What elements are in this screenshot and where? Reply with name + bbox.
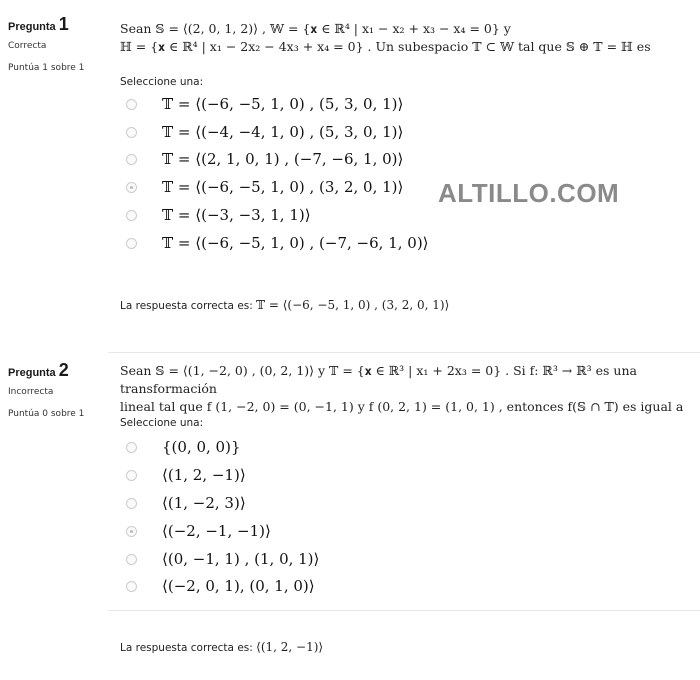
question-1-option-6[interactable]: [126, 231, 429, 255]
radio-button[interactable]: [126, 154, 137, 165]
question-1-text-line2: ℍ = {𝐱 ∈ ℝ⁴ | x₁ − 2x₂ − 4x₃ + x₄ = 0} . Un subespacio 𝕋 ⊂ 𝕎 tal que 𝕊 ⊕ 𝕋 = ℍ es: [120, 39, 651, 54]
question-2-option-6[interactable]: [126, 574, 315, 598]
question-1-option-4[interactable]: [126, 175, 403, 199]
radio-button[interactable]: [126, 210, 137, 221]
divider: [108, 610, 700, 611]
question-1-prompt: Seleccione una:: [120, 76, 204, 88]
question-2-score: Puntúa 0 sobre 1: [8, 409, 85, 419]
question-2-correct-answer: [120, 640, 323, 654]
radio-button[interactable]: [126, 442, 137, 453]
question-2-prompt: Seleccione una:: [120, 417, 204, 429]
radio-button[interactable]: [126, 99, 137, 110]
answer-prefix: La respuesta correcta es:: [120, 300, 253, 312]
option-label: 𝕋 = ⟨(−6, −5, 1, 0) , (5, 3, 0, 1)⟩: [162, 95, 404, 113]
question-2-text-line2: lineal tal que f (1, −2, 0) = (0, −1, 1) y f (0, 2, 1) = (1, 0, 1) , entonces f(𝕊 ∩ 𝕋) es igual a: [120, 399, 684, 414]
radio-button[interactable]: [126, 238, 137, 249]
question-1-option-3[interactable]: [126, 147, 403, 171]
option-label: 𝕋 = ⟨(2, 1, 0, 1) , (−7, −6, 1, 0)⟩: [162, 150, 404, 168]
question-2-info: [8, 360, 108, 419]
option-label: ⟨(1, 2, −1)⟩: [162, 466, 246, 484]
question-label: Pregunta: [8, 367, 56, 379]
radio-button[interactable]: [126, 498, 137, 509]
question-2-text: [120, 362, 700, 416]
question-2-option-3[interactable]: [126, 491, 246, 515]
question-1-text-line1: Sean 𝕊 = ⟨(2, 0, 1, 2)⟩ , 𝕎 = {𝐱 ∈ ℝ⁴ | x₁ − x₂ + x₃ − x₄ = 0} y: [120, 21, 511, 36]
answer-prefix: La respuesta correcta es:: [120, 642, 253, 654]
option-label: 𝕋 = ⟨(−4, −4, 1, 0) , (5, 3, 0, 1)⟩: [162, 123, 404, 141]
question-1-score: Puntúa 1 sobre 1: [8, 63, 85, 73]
question-2-option-1[interactable]: [126, 435, 241, 459]
question-1-correct-answer: [120, 298, 449, 312]
question-1-number: [8, 14, 108, 35]
radio-button-selected[interactable]: [126, 182, 137, 193]
option-label: ⟨(−2, −1, −1)⟩: [162, 522, 271, 540]
question-2-option-4[interactable]: [126, 519, 271, 543]
question-2-status: Incorrecta: [8, 387, 54, 397]
question-1-status: Correcta: [8, 41, 47, 51]
question-number: 1: [58, 14, 69, 34]
question-1-info: [8, 14, 108, 73]
answer-value: 𝕋 = ⟨(−6, −5, 1, 0) , (3, 2, 0, 1)⟩: [256, 298, 450, 312]
question-2-text-line1: Sean 𝕊 = ⟨(1, −2, 0) , (0, 2, 1)⟩ y 𝕋 = {𝐱 ∈ ℝ³ | x₁ + 2x₃ = 0} . Si f: ℝ³ → ℝ³ es una transformación: [120, 363, 637, 396]
answer-value: ⟨(1, 2, −1)⟩: [256, 640, 324, 654]
question-number: 2: [58, 360, 69, 380]
option-label: ⟨(1, −2, 3)⟩: [162, 494, 246, 512]
option-label: 𝕋 = ⟨(−6, −5, 1, 0) , (3, 2, 0, 1)⟩: [162, 178, 404, 196]
question-2-number: [8, 360, 108, 381]
option-label: ⟨(−2, 0, 1), (0, 1, 0)⟩: [162, 577, 315, 595]
option-label: {(0, 0, 0)}: [162, 438, 241, 456]
option-label: 𝕋 = ⟨(−6, −5, 1, 0) , (−7, −6, 1, 0)⟩: [162, 234, 429, 252]
question-label: Pregunta: [8, 21, 56, 33]
question-1-option-2[interactable]: [126, 120, 403, 144]
radio-button[interactable]: [126, 127, 137, 138]
divider: [108, 352, 700, 353]
question-2-option-5[interactable]: [126, 547, 319, 571]
radio-button[interactable]: [126, 581, 137, 592]
option-label: ⟨(0, −1, 1) , (1, 0, 1)⟩: [162, 550, 320, 568]
option-label: 𝕋 = ⟨(−3, −3, 1, 1)⟩: [162, 206, 311, 224]
watermark: ALTILLO.COM: [438, 178, 620, 208]
question-1-text: [120, 20, 700, 56]
radio-button[interactable]: [126, 554, 137, 565]
question-2-option-2[interactable]: [126, 463, 246, 487]
question-1-option-1[interactable]: [126, 92, 403, 116]
question-1-option-5[interactable]: [126, 203, 311, 227]
radio-button[interactable]: [126, 470, 137, 481]
radio-button-selected[interactable]: [126, 526, 137, 537]
